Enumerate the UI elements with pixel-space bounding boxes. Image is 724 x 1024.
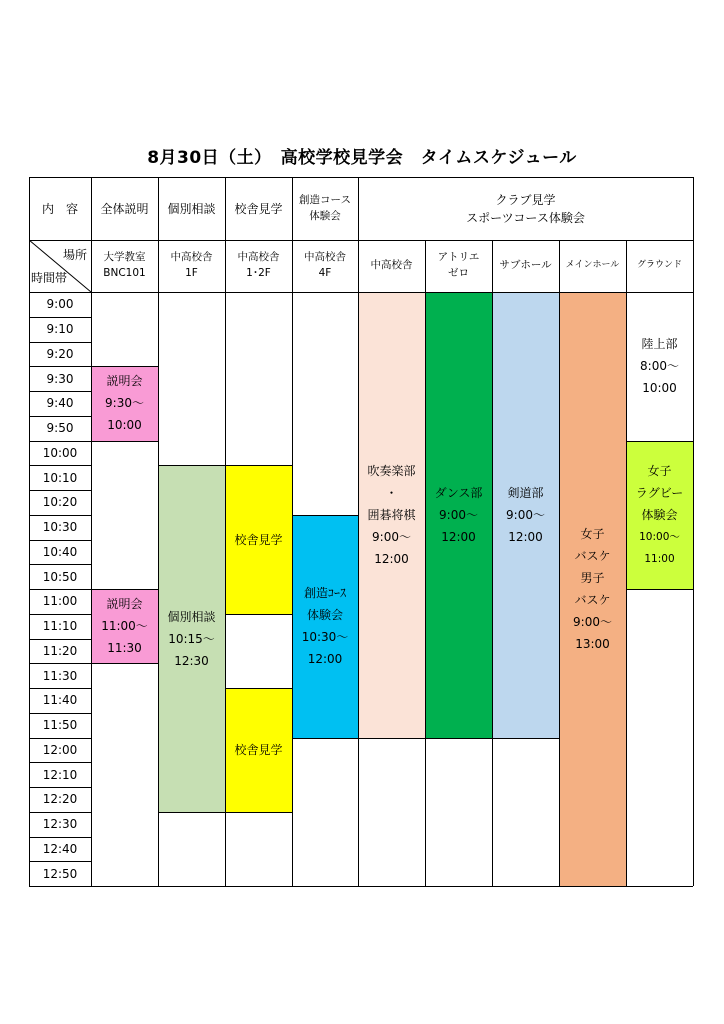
text-line: 11:30 — [107, 641, 142, 656]
text-line: 9:00～ — [439, 507, 478, 522]
text-line: 創造ｺｰｽ — [303, 586, 346, 601]
grid-line — [492, 240, 493, 886]
grid-line — [29, 564, 91, 565]
time-cell: 10:00 — [42, 445, 78, 460]
grid-line — [29, 177, 30, 886]
grid-line — [29, 639, 91, 640]
time-cell: 11:20 — [42, 643, 78, 658]
kousha-block-1 — [225, 465, 292, 614]
text-line: 説明会 — [106, 374, 143, 389]
text-line: 吹奏楽部 — [367, 463, 416, 478]
text-line: 8:00～ — [640, 359, 679, 374]
grid-line — [91, 589, 158, 590]
text-line: 11:00～ — [101, 619, 148, 634]
diagonal-stroke — [29, 240, 91, 292]
time-cell: 11:00 — [42, 594, 78, 609]
text-line: スポーツコース体験会 — [466, 210, 585, 225]
header-chukou — [358, 240, 425, 292]
text-line: 9:00～ — [573, 615, 612, 629]
text-line: 10:00～ — [639, 530, 680, 543]
kendo-block — [492, 292, 559, 738]
time-cell: 10:40 — [42, 544, 78, 559]
grid-line — [29, 688, 91, 689]
text-line: 4F — [318, 267, 332, 279]
grid-line — [29, 787, 91, 788]
text-line: 中高校舎 — [237, 251, 280, 264]
grid-line — [358, 177, 359, 886]
grid-line — [29, 416, 91, 417]
text-line: 10:00 — [107, 418, 142, 433]
text-line: 12:00 — [307, 652, 343, 667]
grid-line — [358, 738, 425, 739]
text-line: 13:00 — [575, 637, 610, 651]
text-line: 11:00 — [644, 552, 675, 565]
header-chukou-12f — [225, 240, 292, 292]
time-cell: 12:00 — [42, 742, 78, 757]
text-line: 説明会 — [106, 597, 143, 612]
grid-line — [425, 738, 492, 739]
text-line: 女子 — [580, 527, 605, 541]
text-line: 中高校舎 — [304, 251, 346, 264]
text-line: 剣道部 — [507, 485, 544, 500]
time-cell: 12:40 — [42, 841, 78, 856]
text-line: 陸上部 — [641, 337, 678, 352]
grid-line — [292, 738, 358, 739]
time-cell: 10:20 — [42, 495, 78, 510]
grid-line — [225, 812, 292, 813]
basket-block — [559, 292, 626, 886]
header-chukou-1f — [158, 240, 225, 292]
grid-line — [29, 515, 91, 516]
grid-line — [29, 614, 91, 615]
grid-line — [225, 177, 226, 886]
grid-line — [292, 177, 293, 886]
text-line: 囲碁将棋 — [367, 507, 416, 522]
text-line: 10:30～ — [301, 630, 349, 645]
text-line: 体験会 — [306, 608, 343, 623]
grid-line — [225, 688, 292, 689]
header-label: 中高校舎 — [370, 259, 413, 272]
header-kobetsu — [158, 177, 225, 240]
rikujou-block — [626, 292, 693, 441]
grid-line — [29, 391, 91, 392]
header-label: 内 容 — [41, 201, 78, 216]
time-cell: 10:10 — [42, 470, 78, 485]
grid-line — [693, 177, 694, 886]
header-label: グラウンド — [636, 260, 682, 271]
time-cell: 11:10 — [42, 619, 78, 634]
header-subhall — [492, 240, 559, 292]
grid-line — [158, 812, 225, 813]
time-cell: 11:50 — [42, 718, 78, 733]
grid-line — [91, 441, 158, 442]
time-cell: 12:50 — [42, 866, 78, 881]
header-souzou — [292, 177, 358, 240]
text-line: 1･2F — [246, 267, 271, 279]
time-cell: 9:00 — [46, 297, 74, 312]
time-cell: 11:30 — [42, 668, 78, 683]
text-line: 9:30～ — [105, 396, 144, 411]
grid-line — [492, 738, 559, 739]
grid-line — [29, 317, 91, 318]
rugby-block — [626, 441, 693, 590]
grid-line — [225, 614, 292, 615]
dance-block — [425, 292, 492, 738]
grid-line — [29, 490, 91, 491]
time-cell: 9:20 — [46, 346, 74, 361]
text-line: 12:00 — [508, 529, 543, 544]
diagonal-line — [29, 240, 91, 292]
suisou-igo-block — [358, 292, 425, 738]
grid-line — [29, 342, 91, 343]
text-line: 9:00～ — [372, 529, 411, 544]
header-zentai — [91, 177, 158, 240]
text-line: 10:15～ — [168, 631, 215, 646]
text-line: ・ — [385, 485, 398, 500]
header-club — [358, 177, 693, 240]
setsumei-block-1 — [91, 366, 158, 440]
grid-line — [158, 177, 159, 886]
text-line: 1F — [185, 267, 198, 279]
grid-line — [29, 465, 91, 466]
header-chukou-4f — [292, 240, 358, 292]
header-label: 全体説明 — [100, 201, 149, 216]
souzou-block — [292, 515, 358, 738]
text-line: 校舎見学 — [234, 532, 283, 547]
header-label: メインホール — [565, 260, 620, 271]
text-line: 9:00～ — [506, 507, 545, 522]
grid-line — [29, 762, 91, 763]
grid-line — [626, 441, 693, 442]
grid-line — [29, 861, 91, 862]
kousha-block-2 — [225, 688, 292, 812]
page-title: 8月30日（土） 高校学校見学会 タイムスケジュール — [147, 148, 577, 168]
text-line: クラブ見学 — [495, 192, 556, 207]
header-label: サブホール — [499, 259, 552, 272]
header-basho-jikantai — [29, 240, 91, 292]
text-line: ダンス部 — [434, 485, 483, 500]
text-line: 10:00 — [642, 381, 677, 396]
time-cell: 9:50 — [46, 421, 74, 436]
text-line: ゼロ — [448, 267, 469, 279]
header-mainhall — [559, 240, 626, 292]
grid-line — [158, 465, 225, 466]
time-cell: 9:40 — [46, 396, 74, 411]
header-daigaku — [91, 240, 158, 292]
header-ground — [626, 240, 693, 292]
setsumei-block-2 — [91, 589, 158, 663]
grid-line — [91, 366, 158, 367]
time-cell: 12:10 — [42, 767, 78, 782]
grid-line — [425, 240, 426, 886]
text-line: 男子 — [580, 571, 605, 585]
text-line: アトリエ — [437, 251, 480, 264]
grid-line — [29, 441, 91, 442]
kobetsu-block — [158, 465, 225, 812]
grid-line — [559, 240, 560, 886]
header-jikantai: 時間帯 — [31, 271, 68, 285]
grid-line — [29, 837, 91, 838]
header-naiyou — [29, 177, 91, 240]
text-line: 大学教室 — [103, 251, 146, 264]
time-cell: 10:30 — [42, 520, 78, 535]
grid-line — [29, 366, 91, 367]
text-line: 体験会 — [309, 209, 341, 222]
grid-line — [29, 713, 91, 714]
text-line: バスケ — [574, 549, 611, 563]
header-label: 個別相談 — [167, 201, 216, 216]
grid-line — [29, 589, 91, 590]
grid-line — [29, 240, 693, 241]
time-cell: 11:40 — [42, 693, 78, 708]
text-line: 体験会 — [641, 507, 678, 522]
text-line: 創造コース — [299, 193, 351, 206]
text-line: BNC101 — [103, 267, 146, 279]
grid-line — [29, 540, 91, 541]
grid-line — [29, 886, 693, 887]
text-line: 校舎見学 — [234, 742, 283, 757]
grid-line — [29, 292, 693, 293]
grid-line — [626, 240, 627, 886]
grid-line — [29, 738, 91, 739]
header-basho: 場所 — [62, 248, 87, 262]
text-line: 12:00 — [441, 529, 476, 544]
time-cell: 12:20 — [42, 792, 78, 807]
grid-line — [626, 589, 693, 590]
time-cell: 9:10 — [46, 322, 74, 337]
text-line: 個別相談 — [167, 609, 216, 624]
time-cell: 10:50 — [42, 569, 78, 584]
text-line: ラグビー — [635, 485, 684, 500]
text-line: バスケ — [574, 593, 611, 607]
time-cell: 12:30 — [42, 817, 78, 832]
grid-line — [29, 663, 91, 664]
grid-line — [91, 663, 158, 664]
header-label: 校舎見学 — [234, 201, 283, 216]
grid-line — [29, 177, 693, 178]
text-line: 12:30 — [174, 653, 209, 668]
header-atelier — [425, 240, 492, 292]
grid-line — [29, 812, 91, 813]
text-line: 中高校舎 — [170, 251, 213, 264]
time-cell: 9:30 — [46, 371, 74, 386]
grid-line — [91, 177, 92, 886]
text-line: 12:00 — [374, 551, 409, 566]
header-kousha — [225, 177, 292, 240]
grid-line — [225, 465, 292, 466]
grid-line — [292, 515, 358, 516]
text-line: 女子 — [647, 463, 672, 478]
